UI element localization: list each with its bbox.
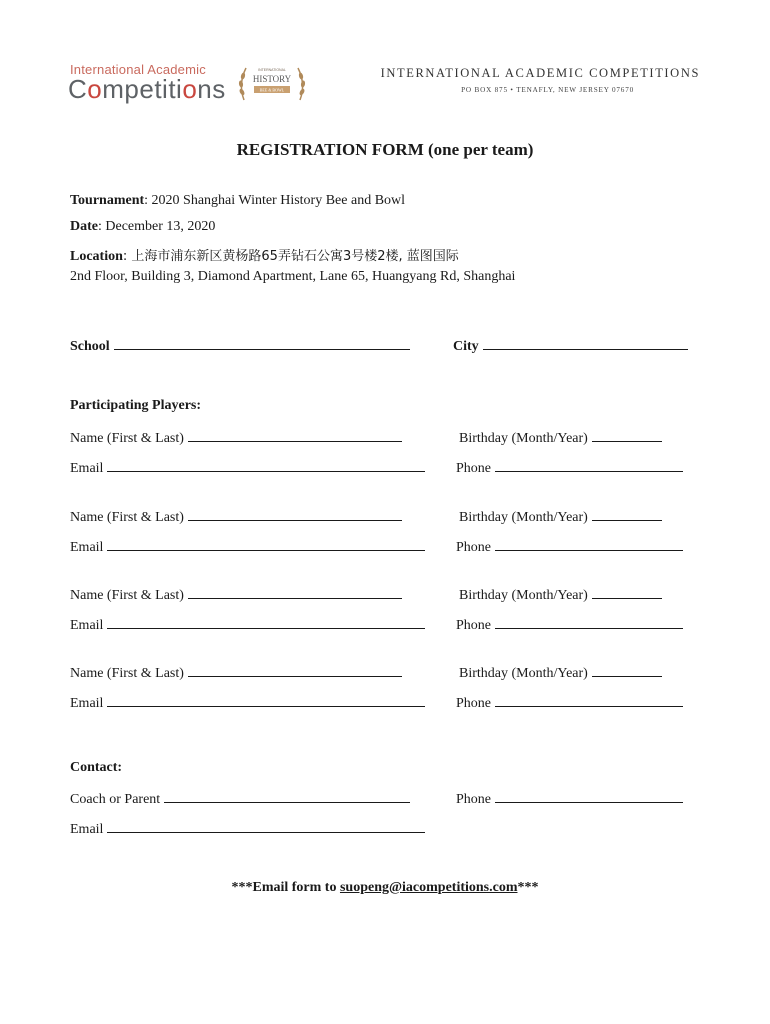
player-email-field-label: Email — [70, 461, 104, 476]
player-phone-field[interactable] — [456, 616, 683, 634]
player-birthday-field[interactable] — [459, 664, 662, 682]
player-email-field-label: Email — [70, 696, 104, 711]
player-phone-field-label: Phone — [456, 696, 491, 711]
player-phone-field[interactable] — [456, 459, 683, 477]
footer-email-link[interactable]: suopeng@iacompetitions.com — [339, 880, 518, 895]
player-name-field[interactable] — [70, 664, 402, 682]
player-birthday-field-label: Birthday (Month/Year) — [459, 666, 588, 681]
contact-heading: Contact: — [70, 760, 123, 775]
player-email-field[interactable] — [70, 459, 425, 477]
player-birthday-field-line[interactable] — [592, 429, 662, 442]
school-field[interactable]: School — [70, 337, 410, 355]
player-birthday-field-label: Birthday (Month/Year) — [459, 588, 588, 603]
school-line[interactable] — [114, 337, 410, 350]
coach-field[interactable]: Coach or Parent — [70, 790, 410, 808]
contact-phone-field[interactable]: Phone — [456, 790, 683, 808]
player-email-field[interactable] — [70, 538, 425, 556]
city-field[interactable]: City — [453, 337, 688, 355]
player-birthday-field-label: Birthday (Month/Year) — [459, 431, 588, 446]
player-birthday-field-line[interactable] — [592, 508, 662, 521]
player-name-field[interactable] — [70, 508, 402, 526]
player-birthday-field[interactable] — [459, 586, 662, 604]
player-phone-field-line[interactable] — [495, 459, 683, 472]
player-email-field-line[interactable] — [107, 616, 425, 629]
player-name-field-label: Name (First & Last) — [70, 666, 184, 681]
player-name-field-line[interactable] — [188, 429, 402, 442]
globe-icon: o — [87, 74, 103, 104]
org-name: INTERNATIONAL ACADEMIC COMPETITIONS — [380, 66, 700, 80]
player-name-field-label: Name (First & Last) — [70, 588, 184, 603]
badge-top-text: INTERNATIONAL — [258, 68, 286, 72]
player-name-field-line[interactable] — [188, 508, 402, 521]
logo-text-bottom: Competitions — [68, 74, 226, 104]
tournament-line: Tournament: 2020 Shanghai Winter History Bee and Bowl — [70, 193, 406, 208]
player-name-field-line[interactable] — [188, 586, 402, 599]
player-birthday-field[interactable] — [459, 508, 662, 526]
player-email-field[interactable] — [70, 616, 425, 634]
player-phone-field-line[interactable] — [495, 616, 683, 629]
contact-email-field[interactable]: Email — [70, 820, 425, 838]
player-phone-field[interactable] — [456, 538, 683, 556]
player-email-field-line[interactable] — [107, 459, 425, 472]
form-title: REGISTRATION FORM (one per team) — [236, 140, 534, 159]
player-email-field-line[interactable] — [107, 538, 425, 551]
player-birthday-field-label: Birthday (Month/Year) — [459, 510, 588, 525]
player-name-field-label: Name (First & Last) — [70, 510, 184, 525]
player-email-field-label: Email — [70, 618, 104, 633]
org-address: PO BOX 875 • TENAFLY, NEW JERSEY 07670 — [461, 86, 634, 94]
contact-phone-line[interactable] — [495, 790, 683, 803]
player-phone-field-label: Phone — [456, 540, 491, 555]
footer-instruction: ***Email form to suopeng@iacompetitions.com*** — [231, 880, 539, 895]
player-phone-field-line[interactable] — [495, 694, 683, 707]
badge-main-text: HISTORY — [252, 74, 292, 84]
logo-text-top: International Academic — [70, 62, 206, 77]
player-name-field[interactable] — [70, 586, 402, 604]
coach-line[interactable] — [164, 790, 410, 803]
location-address-en: 2nd Floor, Building 3, Diamond Apartment, Lane 65, Huangyang Rd, Shanghai — [70, 269, 516, 284]
player-birthday-field[interactable] — [459, 429, 662, 447]
player-email-field-label: Email — [70, 540, 104, 555]
city-line[interactable] — [483, 337, 688, 350]
contact-email-line[interactable] — [107, 820, 425, 833]
player-phone-field-line[interactable] — [495, 538, 683, 551]
player-name-field-line[interactable] — [188, 664, 402, 677]
players-heading: Participating Players: — [70, 398, 202, 413]
player-phone-field-label: Phone — [456, 461, 491, 476]
location-line: Location: 上海市浦东新区黄杨路65弄钻石公寓3号楼2楼, 蓝图国际 — [70, 249, 459, 264]
player-birthday-field-line[interactable] — [592, 664, 662, 677]
date-line: Date: December 13, 2020 — [70, 219, 216, 234]
player-email-field-line[interactable] — [107, 694, 425, 707]
player-phone-field[interactable] — [456, 694, 683, 712]
history-bee-bowl-badge — [236, 62, 308, 104]
player-birthday-field-line[interactable] — [592, 586, 662, 599]
player-phone-field-label: Phone — [456, 618, 491, 633]
player-email-field[interactable] — [70, 694, 425, 712]
player-name-field-label: Name (First & Last) — [70, 431, 184, 446]
player-name-field[interactable] — [70, 429, 402, 447]
badge-ribbon-text: BEE & BOWL — [259, 87, 285, 93]
